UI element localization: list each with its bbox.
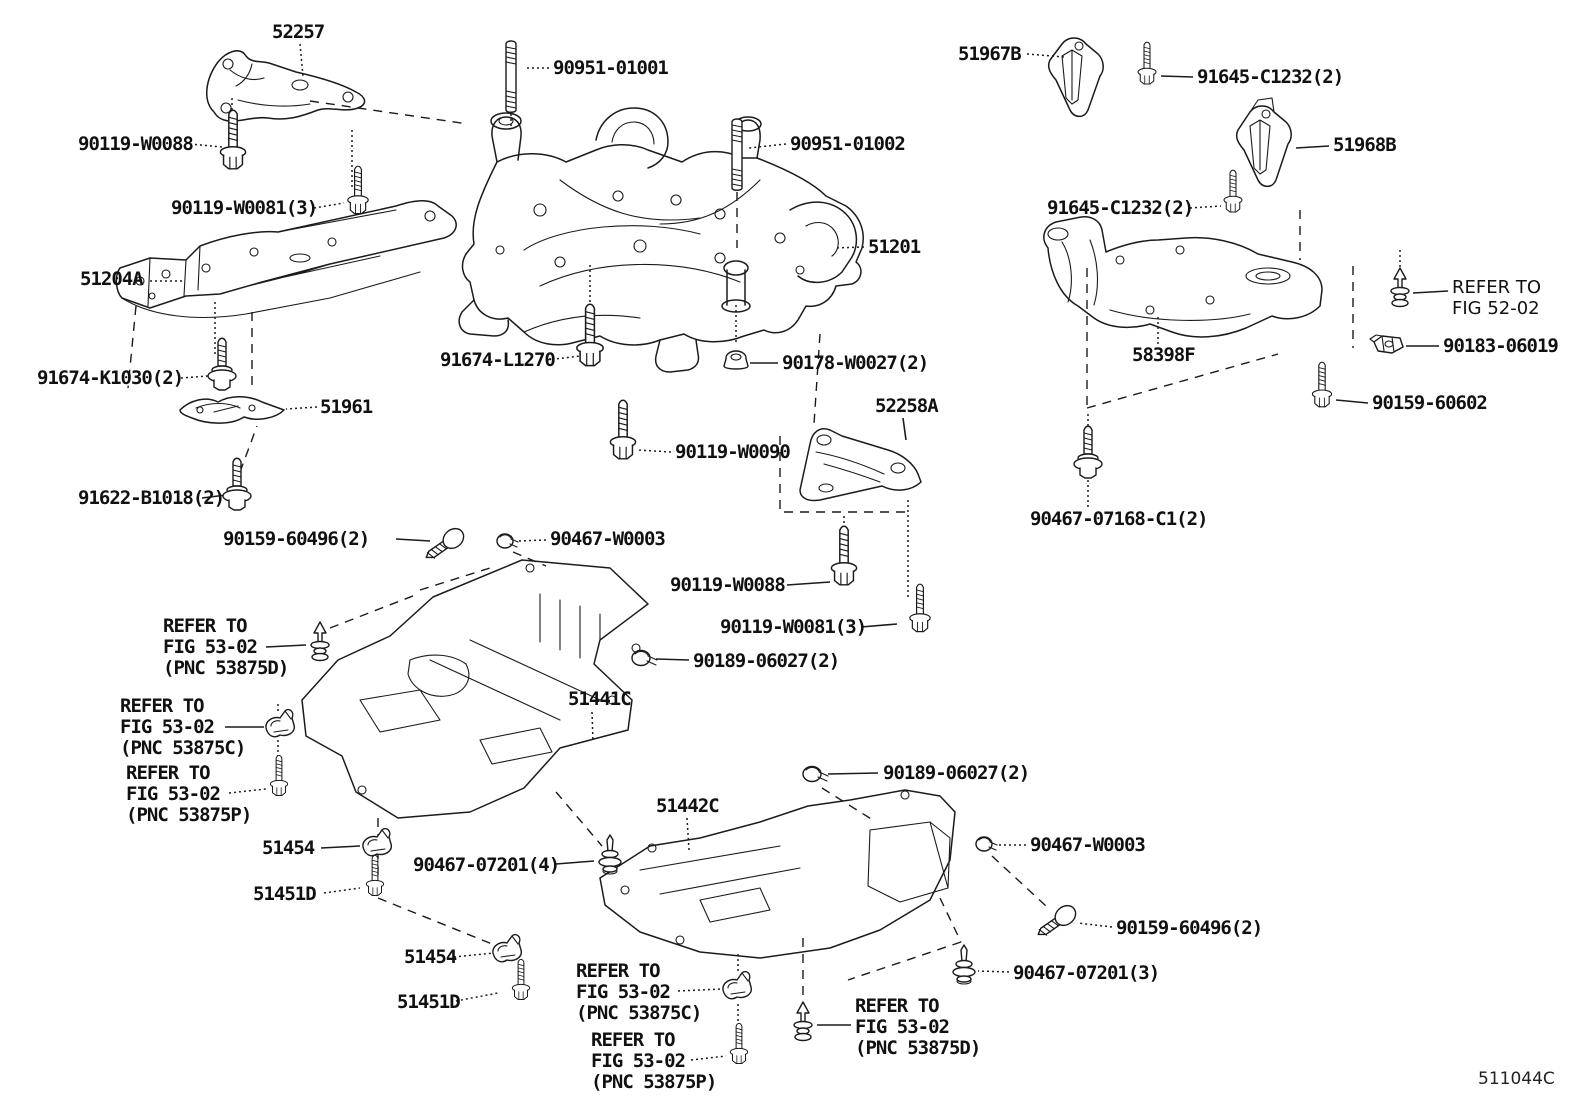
leader-line (1296, 146, 1329, 148)
part-number-label: 90119-W0088 (78, 133, 193, 155)
part-number-label: 51961 (320, 396, 373, 418)
tapping-screw-icon (1034, 902, 1079, 944)
fasteners-layer (208, 41, 1409, 1064)
part-number-label: 90159-60496(2) (223, 528, 370, 550)
flange-bolt-icon (730, 1023, 747, 1063)
part-number-label: 90178-W0027(2) (782, 352, 929, 374)
parts-artwork-layer (116, 38, 1322, 958)
part-number-label: 58398F (1132, 344, 1195, 366)
flange-bolt-icon (220, 110, 245, 169)
part-number-label: 90183-06019 (1443, 335, 1558, 357)
flange-bolt-icon (831, 526, 856, 585)
push-pin-clip-icon (794, 1002, 812, 1041)
leader-line (592, 712, 593, 742)
washer-bolt-icon (1074, 426, 1102, 478)
part-number-label: 90467-07201(3) (1013, 962, 1160, 984)
grommet-icon (976, 837, 997, 851)
part-number-label: 51204A (80, 268, 143, 290)
projection-line (814, 334, 820, 424)
leader-lines-layer (150, 44, 1448, 1060)
part-52258A-mounting-bracket (800, 429, 921, 501)
flange-bolt-icon (910, 584, 930, 631)
part-number-label: 52257 (272, 21, 325, 43)
leader-line (286, 407, 317, 409)
part-number-label: 90467-W0003 (550, 528, 665, 550)
retainer-clip-icon (953, 945, 975, 984)
part-number-label: 90467-07201(4) (413, 854, 560, 876)
part-51968B-bracket (1237, 98, 1292, 186)
leader-line (903, 418, 906, 440)
part-number-label: 90119-W0081(3) (720, 616, 867, 638)
grommet-icon (497, 534, 518, 548)
leader-line (324, 888, 360, 893)
part-number-label: 90189-06027(2) (883, 762, 1030, 784)
part-number-label: 90467-07168-C1(2) (1030, 508, 1208, 530)
flange-bolt-icon (1138, 42, 1156, 84)
flange-bolt-icon (366, 855, 383, 895)
clamp-icon (493, 935, 521, 962)
plug-grommet-icon (803, 767, 828, 782)
leader-line (454, 953, 494, 957)
part-number-label: 90119-W0090 (675, 441, 790, 463)
part-number-label: 90189-06027(2) (693, 650, 840, 672)
leader-line (1078, 923, 1112, 927)
push-pin-clip-icon (1391, 268, 1409, 307)
clamp-icon (363, 829, 391, 856)
leader-line (181, 376, 208, 378)
leader-line (229, 789, 266, 793)
leader-line (656, 659, 689, 660)
leader-line (678, 989, 722, 991)
leader-line (1161, 76, 1193, 77)
leader-line (266, 645, 306, 647)
part-number-label: 91674-K1030(2) (37, 367, 184, 389)
part-number-label: 51451D (253, 883, 316, 905)
stud-bolt-icon (506, 41, 516, 112)
part-number-label: 511044C (1478, 1069, 1555, 1089)
leader-line (1027, 54, 1064, 57)
part-number-label: 91645-C1232(2) (1197, 66, 1344, 88)
flange-bolt-icon (1224, 170, 1242, 212)
projection-line (822, 788, 876, 822)
leader-line (787, 582, 830, 585)
part-51961-stiffener-plate (180, 397, 284, 423)
leader-line (190, 144, 222, 147)
projection-line (780, 436, 908, 512)
part-number-label: 90951-01002 (790, 133, 905, 155)
leader-line (321, 846, 360, 848)
part-51967B-bracket (1049, 38, 1104, 116)
part-number-label: 90119-W0081(3) (171, 197, 318, 219)
leader-line (300, 44, 303, 76)
part-number-label: 90159-60496(2) (1116, 917, 1263, 939)
leader-line (456, 993, 498, 1001)
reference-note-label: REFER TO FIG 53-02 (PNC 53875D) (163, 615, 289, 679)
projection-line (940, 898, 961, 942)
clip-nut-icon (1370, 335, 1403, 353)
part-number-label: 51967B (958, 43, 1021, 65)
leader-line (691, 1056, 726, 1060)
flange-bolt-icon (348, 166, 368, 213)
reference-note-label: REFER TO FIG 53-02 (PNC 53875C) (120, 695, 246, 759)
flange-bolt-icon (270, 755, 287, 795)
reference-note-label: REFER TO FIG 52-02 (1452, 277, 1541, 319)
leader-line (314, 203, 344, 208)
projection-line (310, 101, 468, 124)
clamp-icon (723, 972, 751, 999)
part-number-label: 51451D (397, 991, 460, 1013)
flange-bolt-icon (577, 304, 603, 365)
projection-line (378, 898, 492, 944)
leader-line (1190, 206, 1221, 208)
projection-line (556, 792, 602, 846)
stud-bolt-icon (732, 119, 742, 190)
nut-icon (724, 351, 748, 369)
part-58398F-heat-shield-plate (1044, 217, 1322, 337)
part-number-label: 91645-C1232(2) (1047, 197, 1194, 219)
part-number-label: 51968B (1333, 134, 1396, 156)
part-number-label: 51442C (656, 795, 719, 817)
leader-line (517, 540, 546, 541)
labels-layer (37, 21, 1558, 1093)
flange-bolt-icon (512, 959, 529, 999)
plug-grommet-icon (632, 651, 657, 666)
clamp-icon (266, 710, 294, 737)
part-number-label: 51201 (868, 236, 921, 258)
leader-line (1413, 291, 1448, 293)
projection-line (848, 942, 961, 980)
reference-note-label: REFER TO FIG 53-02 (PNC 53875D) (855, 995, 981, 1059)
projection-line (992, 856, 1046, 906)
projection-line (420, 568, 490, 590)
part-number-label: 90951-01001 (553, 57, 668, 79)
leader-line (978, 971, 1009, 972)
leader-line (749, 144, 786, 148)
flange-bolt-icon (1312, 362, 1331, 407)
leader-line (861, 624, 897, 627)
part-number-label: 90119-W0088 (670, 574, 785, 596)
leader-line (556, 861, 594, 864)
reference-note-label: REFER TO FIG 53-02 (PNC 53875C) (576, 960, 702, 1024)
leader-line (687, 818, 689, 850)
part-number-label: 90467-W0003 (1030, 834, 1145, 856)
part-number-label: 90159-60602 (1372, 392, 1487, 414)
push-pin-clip-icon (311, 622, 329, 661)
tapping-screw-icon (422, 525, 467, 567)
leader-line (828, 773, 878, 774)
flange-bolt-icon (610, 400, 635, 459)
part-number-label: 51441C (568, 688, 631, 710)
projection-lines-layer (128, 101, 1353, 1008)
leader-line (396, 539, 430, 541)
part-number-label: 91622-B1018(2) (78, 487, 225, 509)
leader-line (638, 450, 671, 452)
washer-bolt-icon (223, 458, 251, 510)
part-number-label: 51454 (404, 946, 457, 968)
projection-line (240, 426, 257, 472)
leader-line (834, 247, 864, 248)
washer-bolt-icon (208, 338, 236, 390)
part-number-label: 52258A (875, 395, 938, 417)
reference-note-label: REFER TO FIG 53-02 (PNC 53875P) (126, 762, 252, 826)
reference-note-label: REFER TO FIG 53-02 (PNC 53875P) (591, 1029, 717, 1093)
part-number-label: 91674-L1270 (440, 349, 555, 371)
part-51442C-engine-under-cover-no2 (600, 790, 955, 958)
leader-line (1336, 400, 1368, 403)
retainer-clip-icon (599, 835, 621, 874)
part-number-label: 51454 (262, 837, 315, 859)
